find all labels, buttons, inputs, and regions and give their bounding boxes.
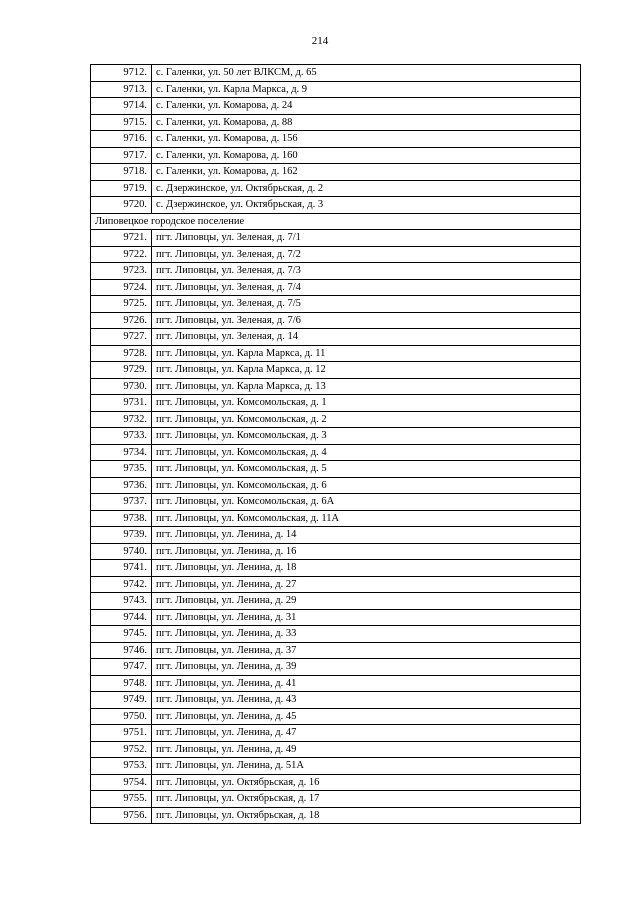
row-number: 9733. <box>91 428 152 445</box>
row-address: пгт. Липовцы, ул. Ленина, д. 27 <box>152 576 581 593</box>
row-number: 9718. <box>91 164 152 181</box>
row-number: 9719. <box>91 180 152 197</box>
table-row <box>91 642 581 659</box>
row-address: пгт. Липовцы, ул. Комсомольская, д. 2 <box>152 411 581 428</box>
table-row <box>91 279 581 296</box>
row-number: 9722. <box>91 246 152 263</box>
row-address: с. Дзержинское, ул. Октябрьская, д. 2 <box>152 180 581 197</box>
table-row <box>91 164 581 181</box>
table-row <box>91 246 581 263</box>
table-row <box>91 560 581 577</box>
row-address: пгт. Липовцы, ул. Ленина, д. 51А <box>152 758 581 775</box>
row-address: с. Галенки, ул. 50 лет ВЛКСМ, д. 65 <box>152 65 581 82</box>
row-address: пгт. Липовцы, ул. Ленина, д. 49 <box>152 741 581 758</box>
row-address: пгт. Липовцы, ул. Зеленая, д. 14 <box>152 329 581 346</box>
row-number: 9746. <box>91 642 152 659</box>
row-number: 9730. <box>91 378 152 395</box>
row-address: пгт. Липовцы, ул. Октябрьская, д. 18 <box>152 807 581 824</box>
table-row <box>91 741 581 758</box>
row-address: пгт. Липовцы, ул. Ленина, д. 43 <box>152 692 581 709</box>
row-number: 9744. <box>91 609 152 626</box>
row-number: 9723. <box>91 263 152 280</box>
row-address: пгт. Липовцы, ул. Ленина, д. 39 <box>152 659 581 676</box>
table-row <box>91 428 581 445</box>
row-number: 9750. <box>91 708 152 725</box>
table-row <box>91 758 581 775</box>
row-address: пгт. Липовцы, ул. Октябрьская, д. 16 <box>152 774 581 791</box>
table-row <box>91 774 581 791</box>
table-row <box>91 180 581 197</box>
row-address: пгт. Липовцы, ул. Карла Маркса, д. 11 <box>152 345 581 362</box>
page-number: 214 <box>311 35 329 47</box>
row-number: 9756. <box>91 807 152 824</box>
table-row <box>91 807 581 824</box>
row-number: 9754. <box>91 774 152 791</box>
row-address: пгт. Липовцы, ул. Комсомольская, д. 5 <box>152 461 581 478</box>
row-address: пгт. Липовцы, ул. Ленина, д. 14 <box>152 527 581 544</box>
table-row <box>91 378 581 395</box>
row-number: 9735. <box>91 461 152 478</box>
row-number: 9721. <box>91 230 152 247</box>
row-address: пгт. Липовцы, ул. Ленина, д. 18 <box>152 560 581 577</box>
row-number: 9740. <box>91 543 152 560</box>
row-address: пгт. Липовцы, ул. Зеленая, д. 7/6 <box>152 312 581 329</box>
row-number: 9734. <box>91 444 152 461</box>
table-row <box>91 510 581 527</box>
table-row <box>91 411 581 428</box>
row-address: пгт. Липовцы, ул. Карла Маркса, д. 13 <box>152 378 581 395</box>
row-address: пгт. Липовцы, ул. Комсомольская, д. 6А <box>152 494 581 511</box>
row-number: 9717. <box>91 147 152 164</box>
table-row <box>91 65 581 82</box>
row-number: 9736. <box>91 477 152 494</box>
table-row <box>91 230 581 247</box>
table-row <box>91 708 581 725</box>
row-number: 9728. <box>91 345 152 362</box>
row-number: 9741. <box>91 560 152 577</box>
row-number: 9712. <box>91 65 152 82</box>
row-address: с. Галенки, ул. Комарова, д. 24 <box>152 98 581 115</box>
row-address: пгт. Липовцы, ул. Ленина, д. 45 <box>152 708 581 725</box>
table-row <box>91 345 581 362</box>
row-address: пгт. Липовцы, ул. Ленина, д. 16 <box>152 543 581 560</box>
row-number: 9753. <box>91 758 152 775</box>
row-number: 9743. <box>91 593 152 610</box>
row-number: 9732. <box>91 411 152 428</box>
row-address: с. Галенки, ул. Комарова, д. 88 <box>152 114 581 131</box>
row-address: с. Галенки, ул. Комарова, д. 162 <box>152 164 581 181</box>
row-address: пгт. Липовцы, ул. Октябрьская, д. 17 <box>152 791 581 808</box>
row-address: пгт. Липовцы, ул. Зеленая, д. 7/1 <box>152 230 581 247</box>
row-number: 9720. <box>91 197 152 214</box>
table-row <box>91 725 581 742</box>
table-row <box>91 543 581 560</box>
row-address: с. Галенки, ул. Комарова, д. 160 <box>152 147 581 164</box>
table-row <box>91 81 581 98</box>
row-number: 9751. <box>91 725 152 742</box>
table-row <box>91 461 581 478</box>
row-number: 9715. <box>91 114 152 131</box>
row-address: с. Дзержинское, ул. Октябрьская, д. 3 <box>152 197 581 214</box>
table-row <box>91 659 581 676</box>
row-address: пгт. Липовцы, ул. Ленина, д. 29 <box>152 593 581 610</box>
row-number: 9731. <box>91 395 152 412</box>
row-address: пгт. Липовцы, ул. Комсомольская, д. 6 <box>152 477 581 494</box>
row-address: пгт. Липовцы, ул. Комсомольская, д. 11А <box>152 510 581 527</box>
row-number: 9725. <box>91 296 152 313</box>
row-address: пгт. Липовцы, ул. Зеленая, д. 7/4 <box>152 279 581 296</box>
row-address: пгт. Липовцы, ул. Комсомольская, д. 1 <box>152 395 581 412</box>
table-row <box>91 114 581 131</box>
table-row <box>91 675 581 692</box>
row-number: 9714. <box>91 98 152 115</box>
row-number: 9755. <box>91 791 152 808</box>
row-number: 9724. <box>91 279 152 296</box>
row-number: 9745. <box>91 626 152 643</box>
table-row <box>91 576 581 593</box>
table-row <box>91 527 581 544</box>
row-number: 9749. <box>91 692 152 709</box>
row-number: 9739. <box>91 527 152 544</box>
row-address: пгт. Липовцы, ул. Зеленая, д. 7/3 <box>152 263 581 280</box>
table-row <box>91 312 581 329</box>
table-row <box>91 477 581 494</box>
row-number: 9742. <box>91 576 152 593</box>
row-address: пгт. Липовцы, ул. Комсомольская, д. 3 <box>152 428 581 445</box>
row-number: 9748. <box>91 675 152 692</box>
section-row <box>91 213 581 230</box>
table-row <box>91 593 581 610</box>
table-row <box>91 329 581 346</box>
row-address: пгт. Липовцы, ул. Ленина, д. 37 <box>152 642 581 659</box>
row-number: 9726. <box>91 312 152 329</box>
table-row <box>91 692 581 709</box>
row-address: с. Галенки, ул. Карла Маркса, д. 9 <box>152 81 581 98</box>
address-table <box>90 64 581 824</box>
row-address: пгт. Липовцы, ул. Ленина, д. 47 <box>152 725 581 742</box>
table-row <box>91 609 581 626</box>
table-row <box>91 791 581 808</box>
table-row <box>91 197 581 214</box>
table-row <box>91 444 581 461</box>
table-row <box>91 131 581 148</box>
table-row <box>91 296 581 313</box>
row-address: пгт. Липовцы, ул. Ленина, д. 33 <box>152 626 581 643</box>
table-row <box>91 626 581 643</box>
table-row <box>91 494 581 511</box>
section-title: Липовецкое городское поселение <box>91 213 581 230</box>
row-address: пгт. Липовцы, ул. Ленина, д. 31 <box>152 609 581 626</box>
table-row <box>91 98 581 115</box>
row-number: 9729. <box>91 362 152 379</box>
row-number: 9747. <box>91 659 152 676</box>
table-row <box>91 263 581 280</box>
row-address: пгт. Липовцы, ул. Ленина, д. 41 <box>152 675 581 692</box>
row-number: 9727. <box>91 329 152 346</box>
row-address: пгт. Липовцы, ул. Комсомольская, д. 4 <box>152 444 581 461</box>
row-address: с. Галенки, ул. Комарова, д. 156 <box>152 131 581 148</box>
row-address: пгт. Липовцы, ул. Зеленая, д. 7/2 <box>152 246 581 263</box>
row-number: 9738. <box>91 510 152 527</box>
row-address: пгт. Липовцы, ул. Зеленая, д. 7/5 <box>152 296 581 313</box>
table-row <box>91 147 581 164</box>
row-number: 9713. <box>91 81 152 98</box>
row-number: 9752. <box>91 741 152 758</box>
row-number: 9737. <box>91 494 152 511</box>
table-row <box>91 362 581 379</box>
row-number: 9716. <box>91 131 152 148</box>
table-row <box>91 395 581 412</box>
row-address: пгт. Липовцы, ул. Карла Маркса, д. 12 <box>152 362 581 379</box>
address-table-body <box>91 65 581 824</box>
